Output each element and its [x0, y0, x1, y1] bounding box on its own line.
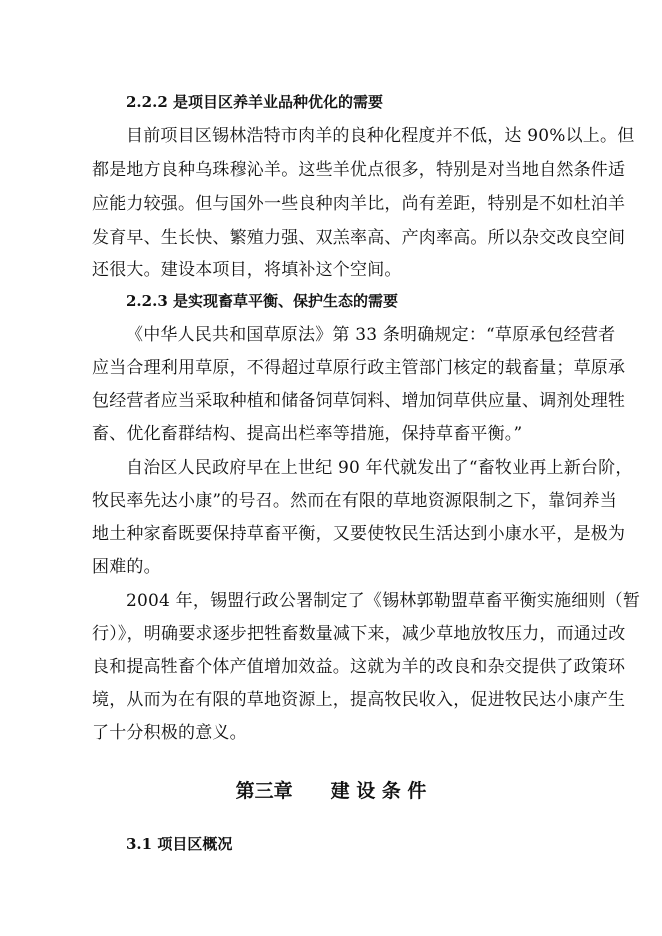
paragraph-line: 还很大。建设本项目，将填补这个空间。	[92, 260, 402, 280]
heading-2-2-3: 2.2.3 是实现畜草平衡、保护生态的需要	[126, 292, 398, 310]
paragraph-line: 都是地方良种乌珠穆沁羊。这些羊优点很多，特别是对当地自然条件适	[92, 160, 626, 180]
paragraph-line: 2004 年，锡盟行政公署制定了《锡林郭勒盟草畜平衡实施细则（暂	[126, 591, 641, 611]
paragraph-line: 困难的。	[92, 557, 161, 577]
paragraph-line: 自治区人民政府早在上世纪 90 年代就发出了“畜牧业再上新台阶，	[126, 458, 633, 478]
paragraph-line: 畜、优化畜群结构、提高出栏率等措施，保持草畜平衡。”	[92, 424, 523, 444]
paragraph-line: 良和提高牲畜个体产值增加效益。这就为羊的改良和杂交提供了政策环	[92, 657, 626, 677]
paragraph-line: 境，从而为在有限的草地资源上，提高牧民收入，促进牧民达小康产生	[92, 690, 626, 710]
paragraph-line: 牧民率先达小康”的号召。然而在有限的草地资源限制之下，靠饲养当	[92, 491, 617, 511]
paragraph-line: 《中华人民共和国草原法》第 33 条明确规定：“草原承包经营者	[126, 325, 616, 345]
paragraph-line: 地土种家畜既要保持草畜平衡，又要使牧民生活达到小康水平，是极为	[92, 524, 626, 544]
paragraph-line: 包经营者应当采取种植和储备饲草饲料、增加饲草供应量、调剂处理牲	[92, 391, 626, 411]
paragraph-line: 应当合理利用草原，不得超过草原行政主管部门核定的载畜量；草原承	[92, 358, 626, 378]
chapter-number: 第三章	[235, 780, 293, 802]
paragraph-line: 应能力较强。但与国外一些良种肉羊比，尚有差距，特别是不如杜泊羊	[92, 194, 626, 214]
paragraph-line: 了十分积极的意义。	[92, 723, 247, 743]
heading-3-1: 3.1 项目区概况	[126, 835, 233, 853]
chapter-heading	[0, 778, 662, 804]
heading-2-2-2: 2.2.2 是项目区养羊业品种优化的需要	[126, 93, 383, 111]
paragraph-line: 发育早、生长快、繁殖力强、双羔率高、产肉率高。所以杂交改良空间	[92, 228, 626, 248]
paragraph-line: 行）》，明确要求逐步把牲畜数量减下来，减少草地放牧压力，而通过改	[92, 624, 626, 644]
chapter-title: 建 设 条 件	[330, 780, 427, 802]
paragraph-line: 目前项目区锡林浩特市肉羊的良种化程度并不低，达 90%以上。但	[126, 126, 635, 146]
